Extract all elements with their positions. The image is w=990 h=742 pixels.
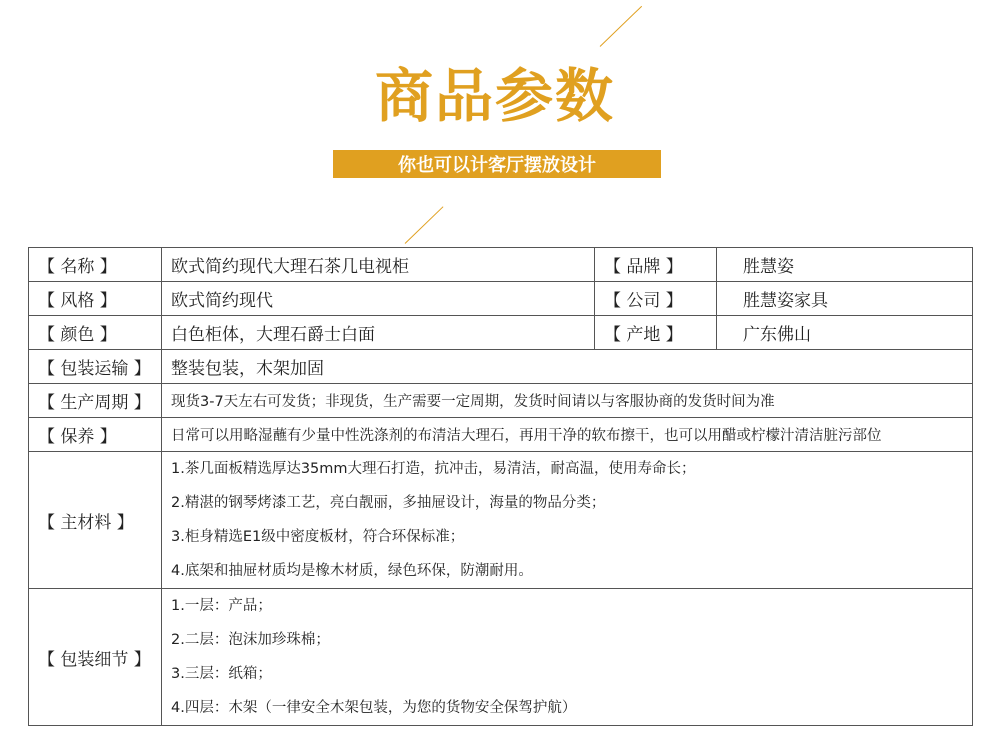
company-value: 胜慧姿家具 — [717, 282, 973, 316]
decorative-line-middle — [405, 206, 444, 244]
care-value: 日常可以用略湿蘸有少量中性洗涤剂的布清洁大理石，再用干净的软布擦干，也可以用醋或柠檬汁清洁脏污部位 — [162, 418, 973, 452]
packaging-list — [162, 589, 973, 726]
list-item: 2.精湛的钢琴烤漆工艺，亮白靓丽，多抽屉设计，海量的物品分类； — [171, 495, 606, 511]
materials-list — [162, 452, 973, 589]
brand-value: 胜慧姿 — [717, 248, 973, 282]
style-value: 欧式简约现代 — [162, 282, 595, 316]
list-item: 1.茶几面板精选厚达35mm大理石打造，抗冲击，易清洁，耐高温，使用寿命长； — [171, 461, 696, 477]
production-value: 现货3-7天左右可发货；非现货，生产需要一定周期，发货时间请以与客服协商的发货时间为准 — [162, 384, 973, 418]
list-item: 3.柜身精选E1级中密度板材，符合环保标准； — [171, 529, 465, 545]
subtitle-banner: 你也可以计客厅摆放设计 — [333, 150, 661, 178]
list-item: 4.底架和抽屉材质均是橡木材质，绿色环保，防潮耐用。 — [171, 563, 533, 579]
color-value: 白色柜体，大理石爵士白面 — [162, 316, 595, 350]
shipping-value: 整装包装，木架加固 — [162, 350, 973, 384]
company-label: 【 公司 】 — [595, 282, 717, 316]
name-label: 【 名称 】 — [29, 248, 162, 282]
name-value: 欧式简约现代大理石茶几电视柜 — [162, 248, 595, 282]
list-item: 1.一层：产品； — [171, 598, 272, 614]
brand-label: 【 品牌 】 — [595, 248, 717, 282]
decorative-line-top — [600, 6, 642, 47]
origin-value: 广东佛山 — [717, 316, 973, 350]
table-row — [29, 248, 973, 282]
list-item: 3.三层：纸箱； — [171, 666, 272, 682]
product-parameters-table — [28, 247, 973, 726]
table-row — [29, 316, 973, 350]
list-item: 2.二层：泡沫加珍珠棉； — [171, 632, 330, 648]
table-row — [29, 384, 973, 418]
style-label: 【 风格 】 — [29, 282, 162, 316]
origin-label: 【 产地 】 — [595, 316, 717, 350]
materials-label: 【 主材料 】 — [29, 452, 162, 589]
shipping-label: 【 包装运输 】 — [29, 350, 162, 384]
color-label: 【 颜色 】 — [29, 316, 162, 350]
page-title: 商品参数 — [374, 62, 615, 130]
table-row — [29, 589, 973, 726]
table-row — [29, 350, 973, 384]
table-row — [29, 418, 973, 452]
list-item: 4.四层：木架（一律安全木架包装，为您的货物安全保驾护航） — [171, 700, 577, 716]
production-label: 【 生产周期 】 — [29, 384, 162, 418]
packaging-label: 【 包装细节 】 — [29, 589, 162, 726]
table-row — [29, 452, 973, 589]
table-row — [29, 282, 973, 316]
care-label: 【 保养 】 — [29, 418, 162, 452]
